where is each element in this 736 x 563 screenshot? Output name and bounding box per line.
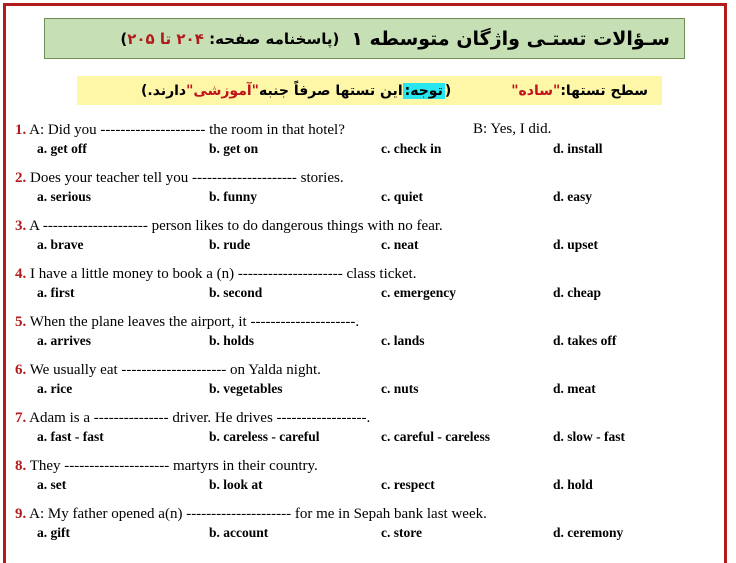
question-number: 7. (15, 410, 27, 426)
question-text: A: Did you --------------------- the room in that hotel? (26, 122, 345, 138)
option-d: d. takes off (553, 333, 617, 348)
option-d: d. easy (553, 189, 593, 204)
question-number: 5. (15, 314, 27, 330)
answer-key-note (120, 30, 339, 48)
level-note-highlight: توجه: (404, 82, 443, 99)
option-d: d. upset (553, 237, 599, 252)
option-a: a. first (37, 285, 75, 300)
answer-key-prefix: (پاسخنامه صفحه: (203, 29, 340, 48)
question-text: A: My father opened a(n) --------------------- for me in Sepah bank last week. (26, 506, 487, 522)
question-number: 2. (15, 170, 27, 186)
question-text: They --------------------- martyrs in their country. (26, 458, 318, 474)
question-number: 9. (15, 506, 27, 522)
option-c: c. quiet (381, 189, 423, 204)
option-b: b. holds (209, 333, 255, 348)
option-b: b. funny (209, 189, 258, 204)
option-c: c. emergency (381, 285, 456, 300)
question-text: Adam is a --------------- driver. He drives ------------------. (26, 410, 371, 426)
question-list (15, 121, 715, 553)
option-d: d. slow - fast (553, 429, 626, 444)
option-a: a. get off (37, 141, 87, 156)
answer-key-suffix: ) (120, 29, 128, 48)
option-a: a. rice (37, 381, 73, 396)
option-a: a. brave (37, 237, 84, 252)
question-text: I have a little money to book a (n) --------------------- class ticket. (26, 266, 417, 282)
option-b: b. get on (209, 141, 259, 156)
level-note-open: ( (444, 82, 452, 99)
option-b: b. vegetables (209, 381, 283, 396)
question-number: 4. (15, 266, 27, 282)
option-c: c. nuts (381, 381, 419, 396)
question-1 (15, 121, 715, 169)
question-9 (15, 505, 715, 553)
option-b: b. look at (209, 477, 263, 492)
question-5 (15, 313, 715, 361)
question-number: 3. (15, 218, 27, 234)
question-7 (15, 409, 715, 457)
option-b: b. careless - careful (209, 429, 320, 444)
question-6 (15, 361, 715, 409)
option-d: d. install (553, 141, 603, 156)
option-d: d. meat (553, 381, 596, 396)
title-text: سـؤالات تستـی واژگان متوسطه ۱ (351, 27, 670, 50)
question-text: When the plane leaves the airport, it ---------------------. (26, 314, 360, 330)
question-number: 1. (15, 122, 27, 138)
question-8 (15, 457, 715, 505)
level-note-end: دارند.) (141, 82, 187, 99)
option-c: c. check in (381, 141, 442, 156)
page-title (44, 18, 685, 59)
level-value: "ساده" (511, 82, 561, 99)
answer-key-pages: ۲۰۴ تا ۲۰۵ (127, 29, 204, 48)
option-c: c. neat (381, 237, 419, 252)
option-d: d. hold (553, 477, 593, 492)
option-a: a. fast - fast (37, 429, 104, 444)
level-note-red: "آموزشی" (186, 82, 259, 99)
option-a: a. arrives (37, 333, 91, 348)
option-a: a. serious (37, 189, 91, 204)
level-banner (77, 76, 662, 105)
option-c: c. lands (381, 333, 425, 348)
question-number: 6. (15, 362, 27, 378)
option-a: a. gift (37, 525, 70, 540)
question-text: Does your teacher tell you --------------------- stories. (26, 170, 344, 186)
level-label: سطح تستها: (560, 82, 648, 99)
question-2 (15, 169, 715, 217)
option-b: b. second (209, 285, 263, 300)
option-c: c. store (381, 525, 422, 540)
question-dialog-b: B: Yes, I did. (473, 121, 552, 137)
option-b: b. account (209, 525, 269, 540)
question-3 (15, 217, 715, 265)
option-b: b. rude (209, 237, 251, 252)
question-4 (15, 265, 715, 313)
question-number: 8. (15, 458, 27, 474)
level-note-text: این تستها صرفاً جنبه (258, 82, 403, 99)
option-c: c. respect (381, 477, 435, 492)
option-d: d. cheap (553, 285, 602, 300)
option-a: a. set (37, 477, 67, 492)
option-d: d. ceremony (553, 525, 624, 540)
question-text: A --------------------- person likes to do dangerous things with no fear. (26, 218, 443, 234)
option-c: c. careful - careless (381, 429, 490, 444)
question-text: We usually eat --------------------- on Yalda night. (26, 362, 321, 378)
